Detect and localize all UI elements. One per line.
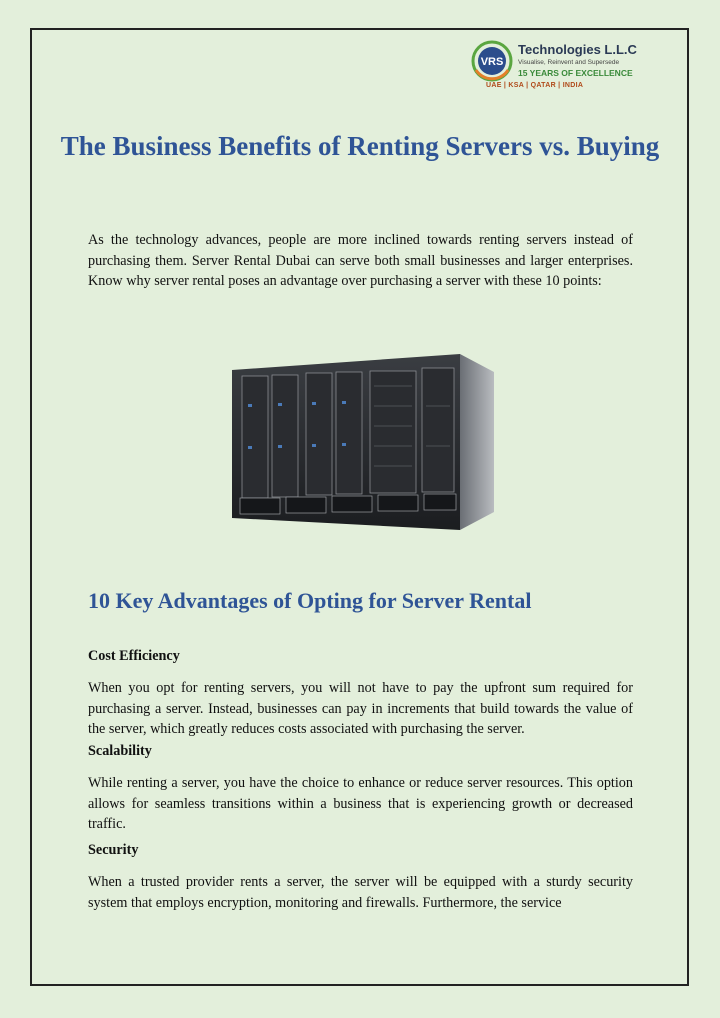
- svg-text:VRS: VRS: [480, 56, 504, 68]
- vrs-logo-icon: [470, 40, 518, 82]
- page-title: The Business Benefits of Renting Servers vs. Buying: [60, 131, 660, 161]
- section-heading: 10 Key Advantages of Opting for Server Rental: [88, 588, 532, 613]
- server-image: [232, 346, 494, 532]
- logo-years: 15 YEARS OF EXCELLENCE: [518, 68, 633, 78]
- logo-tagline: Visualise, Reinvent and Supersede: [518, 59, 620, 66]
- logo-company-name: Technologies L.L.C: [518, 42, 637, 57]
- point-body-security: When a trusted provider rents a server, the server will be equipped with a sturdy security system that employs encryption, monitoring and firewalls. Furthermore, the service: [88, 874, 633, 911]
- point-heading-security: Security: [88, 842, 139, 858]
- point-heading-scalability: Scalability: [88, 743, 152, 759]
- company-logo: [470, 40, 670, 98]
- logo-regions: UAE | KSA | QATAR | INDIA: [486, 82, 584, 89]
- point-body-cost-efficiency: When you opt for renting servers, you will not have to pay the upfront sum required for purchasing a server. Instead, businesses can pay in increments that build towards the value of the server, which greatly reduces costs associated with purchasing the server.: [88, 680, 633, 737]
- point-heading-cost-efficiency: Cost Efficiency: [88, 648, 180, 664]
- intro-paragraph: As the technology advances, people are more inclined towards renting servers instead of purchasing them. Server Rental Dubai can serve both small businesses and larger enterprises. Know why server rental poses an advantage over purchasing a server with these 10 points:: [88, 232, 633, 289]
- point-body-scalability: While renting a server, you have the choice to enhance or reduce server resources. This option allows for seamless transitions within a business that is experiencing growth or decreased traffic.: [88, 775, 633, 832]
